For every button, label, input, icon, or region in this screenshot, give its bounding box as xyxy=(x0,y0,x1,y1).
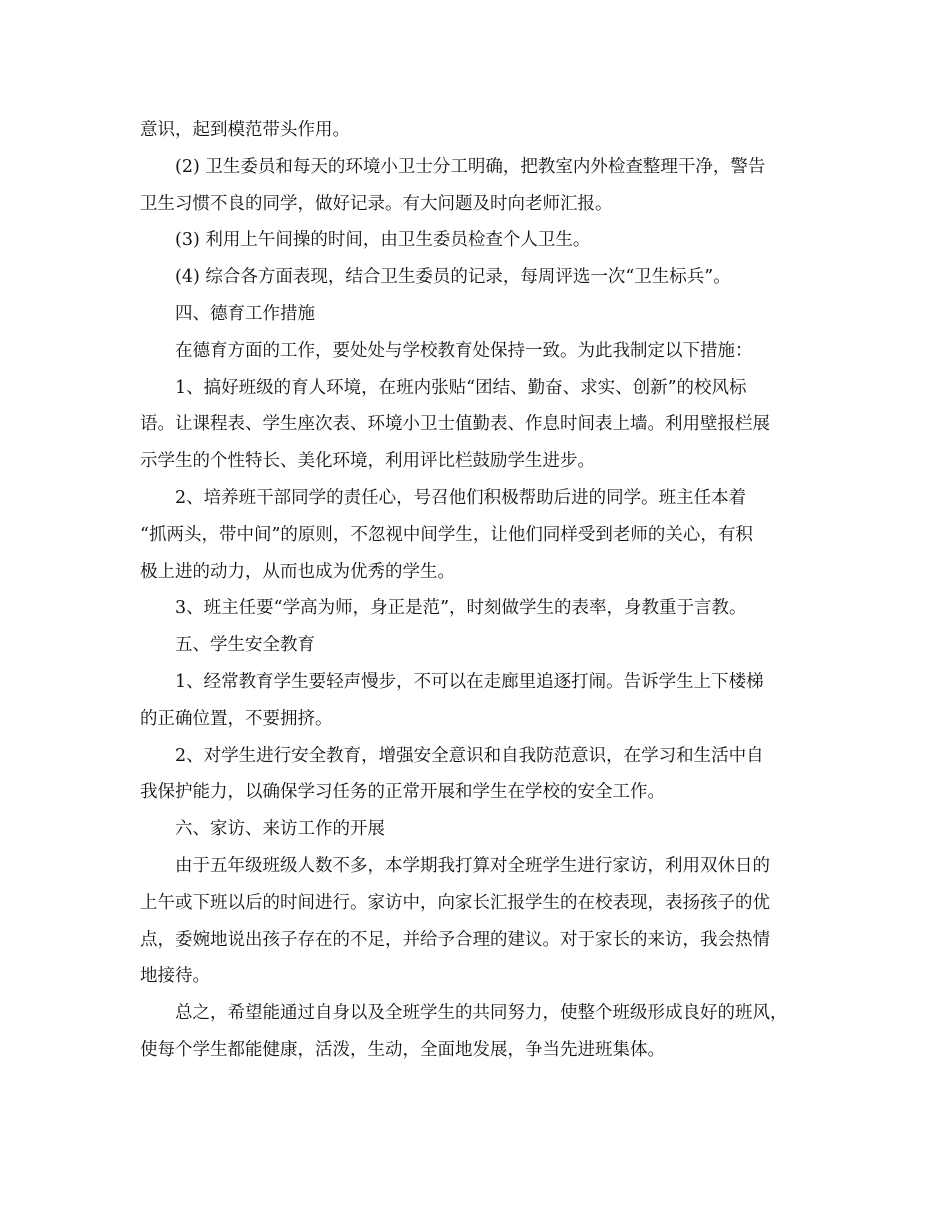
text-line: 在德育方面的工作，要处处与学校教育处保持一致。为此我制定以下措施： xyxy=(175,340,753,361)
text-line: 四、德育工作措施 xyxy=(175,303,315,324)
text-line: 由于五年级班级人数不多，本学期我打算对全班学生进行家访，利用双休日的 xyxy=(175,855,770,876)
text-line: 上午或下班以后的时间进行。家访中，向家长汇报学生的在校表现，表扬孩子的优 xyxy=(140,892,770,913)
text-line: 的正确位置，不要拥挤。 xyxy=(140,708,333,729)
document-body xyxy=(140,112,812,1069)
text-line: 意识，起到模范带头作用。 xyxy=(140,120,350,140)
text-line: 示学生的个性特长、美化环境，利用评比栏鼓励学生进步。 xyxy=(140,451,595,472)
text-line: (3) 利用上午间操的时间，由卫生委员检查个人卫生。 xyxy=(175,230,591,251)
text-line: 使每个学生都能健康，活泼，生动，全面地发展，争当先进班集体。 xyxy=(140,1039,665,1060)
text-line: 语。让课程表、学生座次表、环境小卫士值勤表、作息时间表上墙。利用壁报栏展 xyxy=(140,414,770,435)
text-line: (4) 综合各方面表现，结合卫生委员的记录，每周评选一次“卫生标兵”。 xyxy=(175,267,731,288)
text-line: 极上进的动力，从而也成为优秀的学生。 xyxy=(140,561,455,582)
text-line: (2) 卫生委员和每天的环境小卫士分工明确，把教室内外检查整理干净，警告 xyxy=(175,156,766,177)
text-line: 2、培养班干部同学的责任心，号召他们积极帮助后进的同学。班主任本着 xyxy=(175,487,747,508)
text-line: 六、家访、来访工作的开展 xyxy=(175,819,385,840)
text-line: 2、对学生进行安全教育，增强安全意识和自我防范意识，在学习和生活中自 xyxy=(175,745,764,766)
text-line: 我保护能力，以确保学习任务的正常开展和学生在学校的安全工作。 xyxy=(140,782,665,803)
text-line: 总之，希望能通过自身以及全班学生的共同努力，使整个班级形成良好的班风， xyxy=(175,1003,788,1024)
text-line: 地接待。 xyxy=(140,966,210,987)
text-line: “抓两头，带中间”的原则，不忽视中间学生，让他们同样受到老师的关心，有积 xyxy=(140,524,753,545)
text-line: 3、班主任要“学高为师，身正是范”，时刻做学生的表率，身教重于言教。 xyxy=(175,598,747,619)
text-line: 1、搞好班级的育人环境，在班内张贴“团结、勤奋、求实、创新”的校风标 xyxy=(175,377,747,398)
text-line: 五、学生安全教育 xyxy=(175,635,315,656)
text-line: 点，委婉地说出孩子存在的不足，并给予合理的建议。对于家长的来访，我会热情 xyxy=(140,929,770,950)
text-line: 卫生习惯不良的同学，做好记录。有大问题及时向老师汇报。 xyxy=(140,193,613,214)
text-line: 1、经常教育学生要轻声慢步，不可以在走廊里追逐打闹。告诉学生上下楼梯 xyxy=(175,671,764,692)
